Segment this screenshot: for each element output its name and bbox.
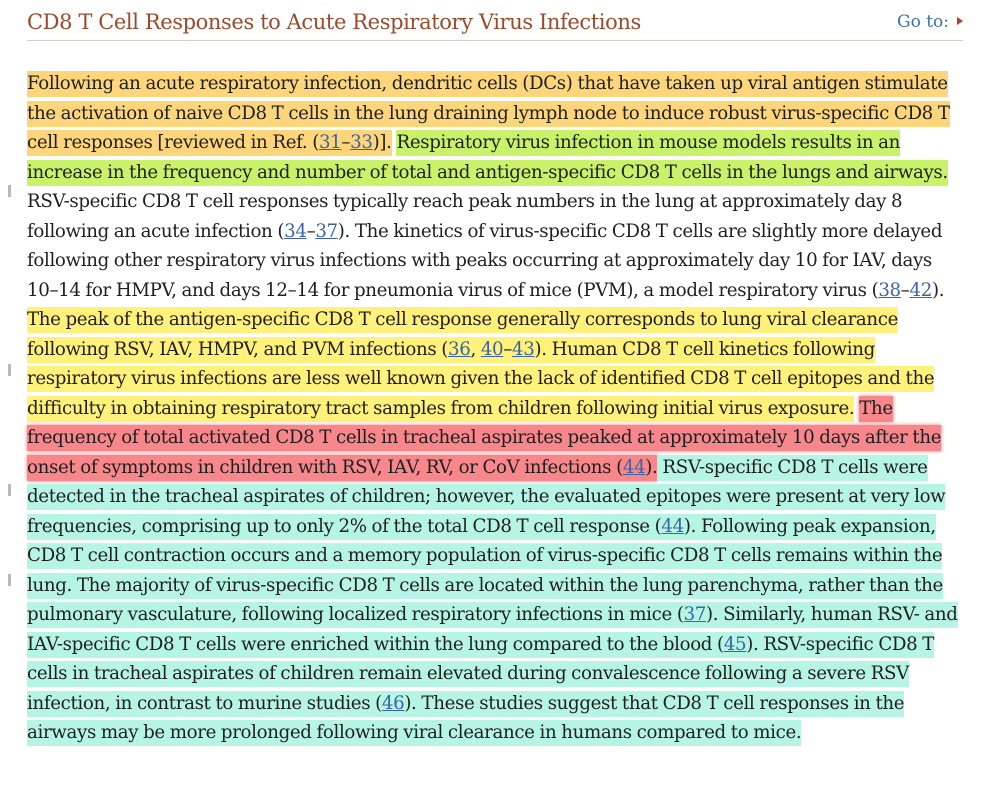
section-header xyxy=(27,4,963,41)
margin-marker xyxy=(8,484,11,496)
margin-marker xyxy=(8,185,11,197)
text-segment: ). Following peak expansion, CD8 T cell contraction occurs and a memory population of virus-specific CD8 T cells remains within the lung. The majority of virus-specific CD8 T cells are located within the lung parenchyma, rather than the pulmonary vasculature, following localized respiratory infections in mice ( xyxy=(27,515,943,625)
reference-link[interactable]: 43 xyxy=(512,338,535,360)
text-segment: ). RSV-specific CD8 T cells in tracheal aspirates of children remain elevated during convalescence following a severe RSV infection, in contrast to murine studies ( xyxy=(27,633,935,714)
reference-link[interactable]: 44 xyxy=(661,515,684,537)
text-segment: – xyxy=(306,220,316,242)
highlight-teal xyxy=(27,455,958,747)
section-title: CD8 T Cell Responses to Acute Respiratory Virus Infections xyxy=(27,10,641,34)
text-segment: The peak of the antigen-specific CD8 T cell response generally corresponds to lung viral clearance following RSV, IAV, HMPV, and PVM infections ( xyxy=(27,309,899,360)
text-segment: ). Similarly, human RSV- and IAV-specific CD8 T cells were enriched within the lung compared to the blood ( xyxy=(27,604,958,655)
reference-link[interactable]: 37 xyxy=(683,604,707,625)
text-segment: ). The kinetics of virus-specific CD8 T cells are slightly more delayed following other respiratory virus infections with peaks occurring at approximately day 10 for IAV, days 10–14 for HMPV, and days 12–14 for pneumonia virus of mice (PVM), a model respiratory virus ( xyxy=(27,220,943,301)
reference-link[interactable]: 31 xyxy=(318,132,342,153)
highlight-yellow xyxy=(27,307,934,422)
reference-link[interactable]: 34 xyxy=(284,220,307,242)
reference-link[interactable]: 38 xyxy=(878,279,901,301)
text-segment: RSV-specific CD8 T cell responses typically reach peak numbers in the lung at approximately day 8 following an acute infection ( xyxy=(27,191,903,242)
reference-link[interactable]: 36 xyxy=(448,338,471,360)
text-segment: , xyxy=(470,338,481,360)
goto-menu[interactable] xyxy=(897,12,963,32)
text-segment: ). xyxy=(645,456,658,478)
reference-link[interactable]: 33 xyxy=(350,132,373,153)
text-segment: ). These studies suggest that CD8 T cell responses in the airways may be more prolonged following viral clearance in humans compared to mice. xyxy=(27,692,905,743)
text-segment: The frequency of total activated CD8 T cells in tracheal aspirates peaked at approximately 10 days after the onset of symptoms in children with RSV, IAV, RV, or CoV infections ( xyxy=(27,397,942,478)
text-segment: – xyxy=(900,279,910,301)
text-segment: – xyxy=(341,132,351,153)
text-segment: Respiratory virus infection in mouse models results in an increase in the frequency and number of total and antigen-specific CD8 T cells in the lungs and airways. xyxy=(27,132,948,183)
text-segment: Following an acute respiratory infection, dendritic cells (DCs) that have taken up viral antigen stimulate the activation of naive CD8 T cells in the lung draining lymph node to induce robust virus-specific CD8 T cell responses [reviewed in Ref. ( xyxy=(27,73,950,153)
reference-link[interactable]: 37 xyxy=(315,220,338,242)
text-segment: – xyxy=(503,338,513,360)
body-paragraph xyxy=(27,69,963,748)
text-segment: ). xyxy=(931,279,945,301)
reference-link[interactable]: 42 xyxy=(909,279,932,301)
margin-marker xyxy=(8,574,11,586)
goto-label[interactable]: Go to: xyxy=(896,12,949,32)
margin-marker xyxy=(8,364,11,376)
reference-link[interactable]: 44 xyxy=(622,456,646,478)
text-segment: )]. xyxy=(372,132,392,153)
reference-link[interactable]: 45 xyxy=(723,633,747,655)
triangle-right-icon[interactable] xyxy=(957,17,963,25)
text-segment: ). Human CD8 T cell kinetics following respiratory virus infections are less well known given the lack of identified CD8 T cell epitopes and the difficulty in obtaining respiratory tract samples from children following initial virus exposure. xyxy=(27,338,935,419)
reference-link[interactable]: 46 xyxy=(381,692,405,714)
text-segment: RSV-specific CD8 T cells were detected in the tracheal aspirates of children; however, the evaluated epitopes were present at very low frequencies, comprising up to only 2% of the total CD8 T cell response ( xyxy=(27,456,946,537)
reference-link[interactable]: 40 xyxy=(480,338,504,360)
